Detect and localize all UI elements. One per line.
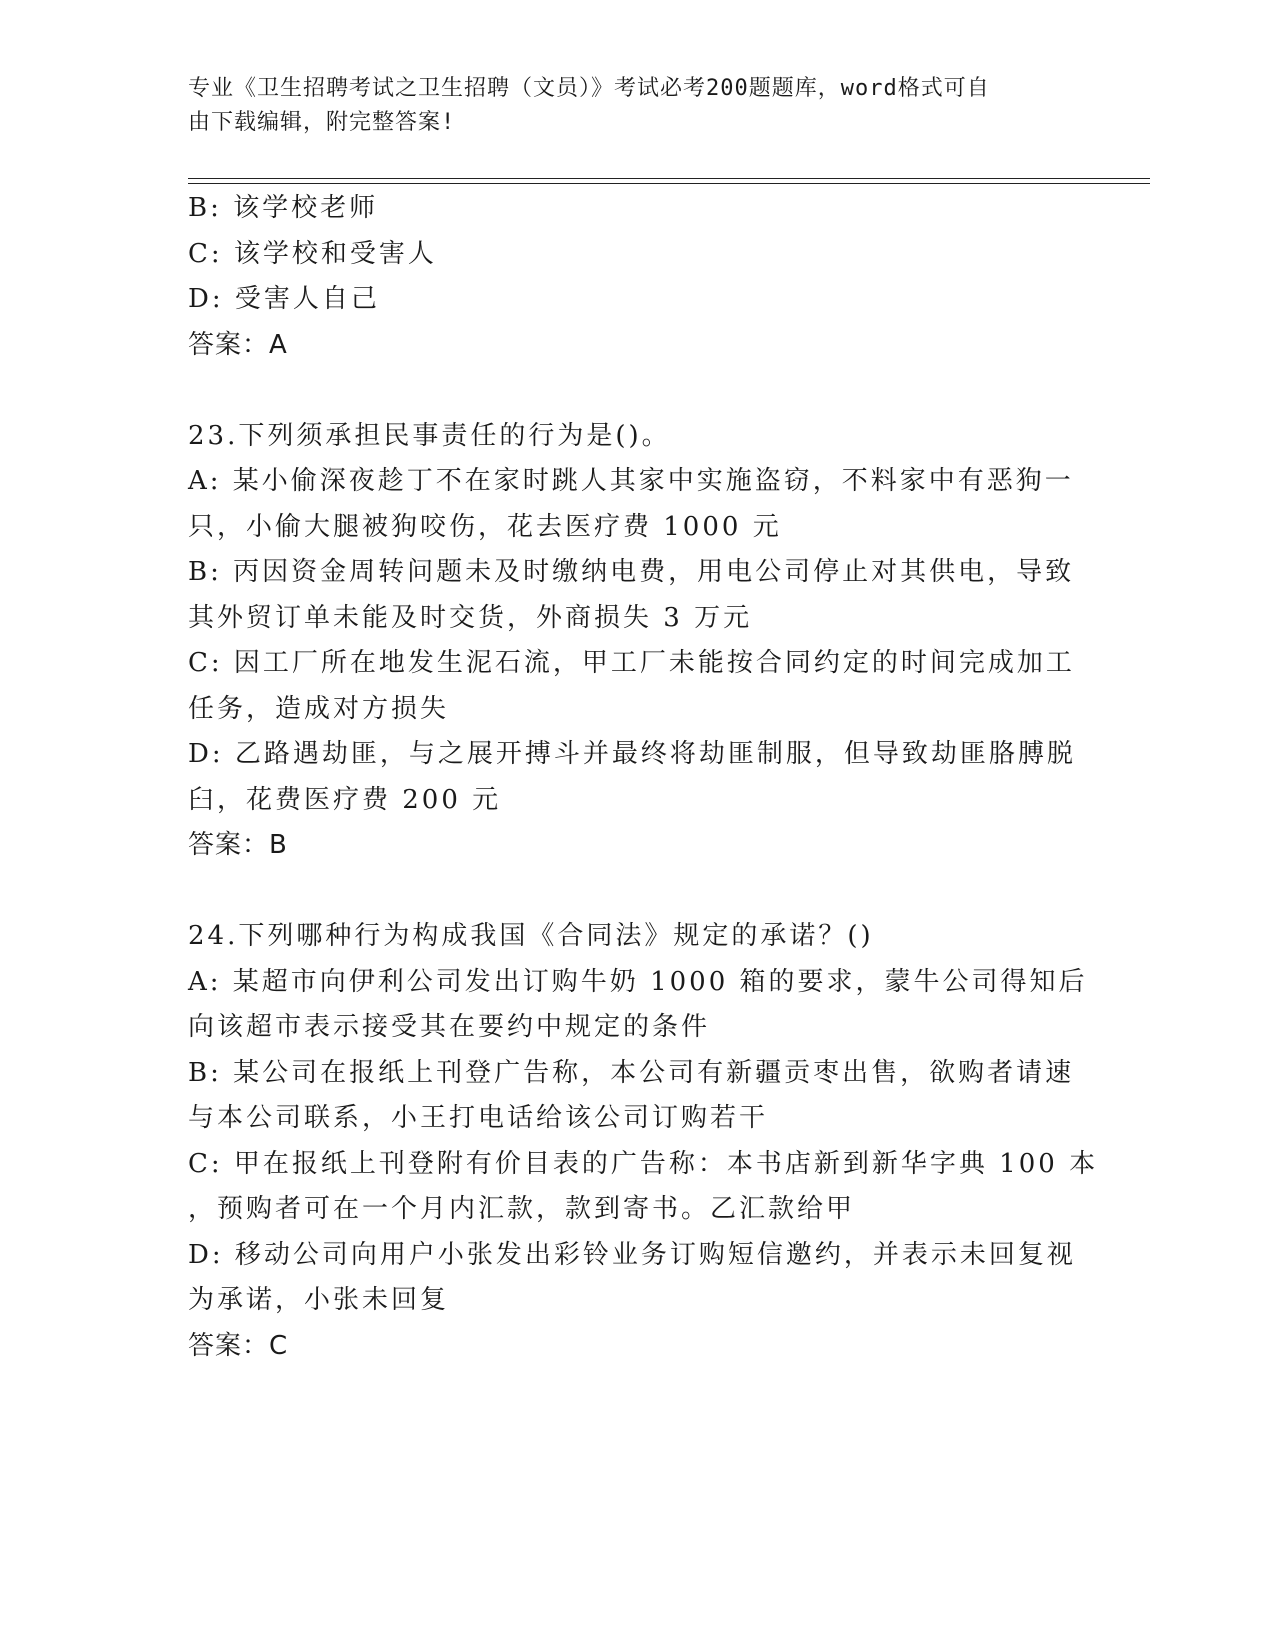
option-c-cont: 任务，造成对方损失: [188, 693, 450, 724]
option-b-cont: 其外贸订单未能及时交货，外商损失 3 万元: [188, 602, 753, 633]
question-title: 24.下列哪种行为构成我国《合同法》规定的承诺？(): [188, 921, 874, 951]
option-d: D: 乙路遇劫匪，与之展开搏斗并最终将劫匪制服，但导致劫匪胳膊脱: [188, 739, 1076, 769]
option-c: C: 甲在报纸上刊登附有价目表的广告称：本书店新到新华字典 100 本: [188, 1148, 1099, 1179]
option-a: A: 某小偷深夜趁丁不在家时跳人其家中实施盗窃，不料家中有恶狗一: [188, 466, 1074, 496]
option-a-cont: 只，小偷大腿被狗咬伤，花去医疗费 1000 元: [188, 511, 782, 542]
option-b: B: 丙因资金周转问题未及时缴纳电费，用电公司停止对其供电，导致: [188, 557, 1075, 587]
question-24: [188, 914, 1099, 1369]
question-list: [188, 186, 1099, 1369]
question-title: 23.下列须承担民事责任的行为是()。: [188, 420, 671, 451]
option-d-cont: 为承诺，小张未回复: [188, 1285, 450, 1315]
header-line-1: 专业《卫生招聘考试之卫生招聘（文员）》考试必考200题题库，word格式可自: [188, 76, 990, 101]
option-a-cont: 向该超市表示接受其在要约中规定的条件: [188, 1012, 711, 1042]
document-header: [188, 72, 1088, 140]
option-b-cont: 与本公司联系，小王打电话给该公司订购若干: [188, 1103, 769, 1133]
option-b: B: 该学校老师: [188, 193, 379, 223]
question-23: [188, 414, 1088, 869]
spacer: [188, 869, 1088, 915]
answer: 答案：C: [188, 1330, 289, 1361]
header-line-2: 由下载编辑，附完整答案!: [188, 110, 456, 135]
option-b: B: 某公司在报纸上刊登广告称，本公司有新疆贡枣出售，欲购者请速: [188, 1057, 1075, 1088]
option-d-cont: 臼，花费医疗费 200 元: [188, 784, 502, 815]
option-d: D: 移动公司向用户小张发出彩铃业务订购短信邀约，并表示未回复视: [188, 1239, 1076, 1270]
question-22-continued: [188, 186, 1088, 368]
option-c-cont: ，预购者可在一个月内汇款，款到寄书。乙汇款给甲: [188, 1194, 856, 1224]
spacer: [188, 368, 1088, 414]
option-a: A: 某超市向伊利公司发出订购牛奶 1000 箱的要求，蒙牛公司得知后: [188, 966, 1088, 997]
option-c: C: 因工厂所在地发生泥石流，甲工厂未能按合同约定的时间完成加工: [188, 648, 1075, 678]
answer: 答案：A: [188, 329, 288, 360]
answer: 答案：B: [188, 830, 288, 860]
option-c: C: 该学校和受害人: [188, 238, 437, 269]
header-divider-top: [188, 178, 1150, 179]
header-divider-bottom: [188, 183, 1150, 184]
option-d: D: 受害人自己: [188, 284, 380, 314]
